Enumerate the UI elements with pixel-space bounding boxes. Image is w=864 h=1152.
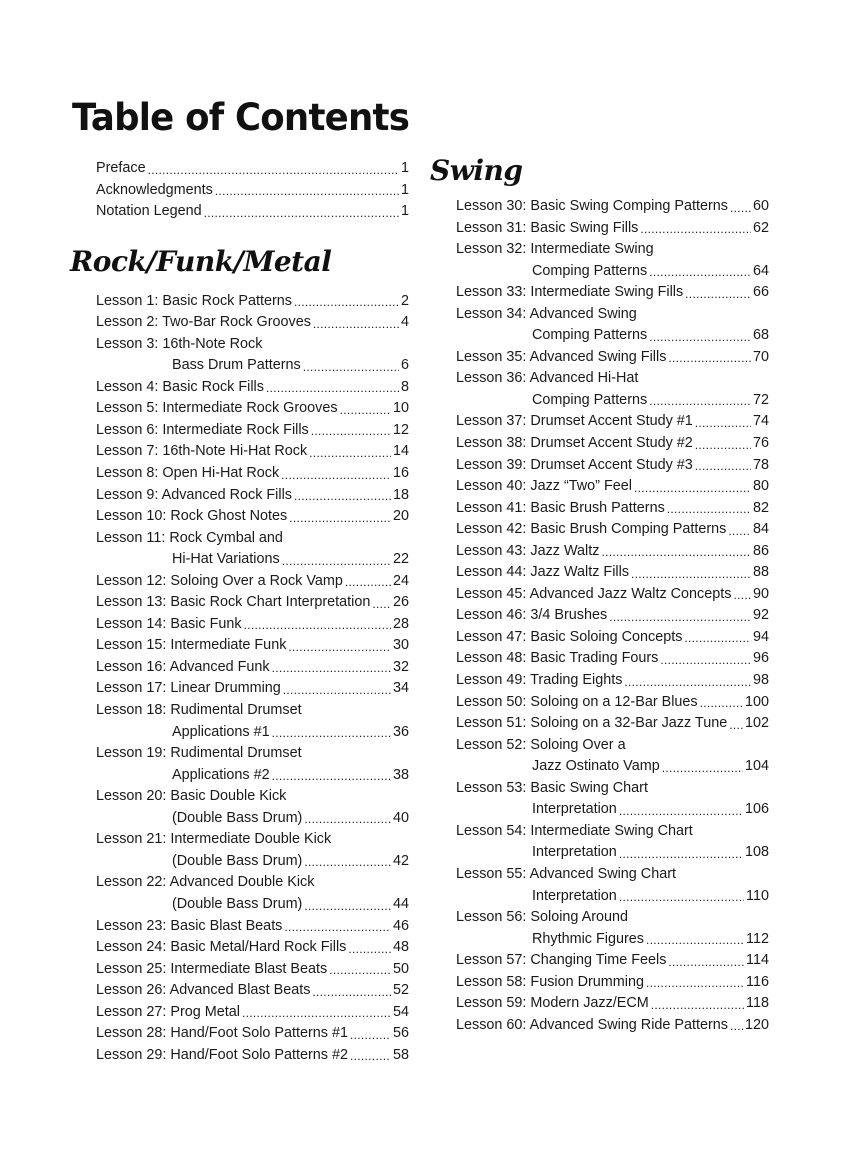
section-title-rock-funk-metal: Rock/Funk/Metal (70, 244, 332, 278)
entry-label: Lesson 35: Advanced Swing Fills (456, 348, 667, 365)
toc-entry[interactable] (456, 670, 769, 692)
dot-leader (619, 888, 744, 907)
page-number: 10 (392, 400, 409, 417)
entry-label-continuation: Jazz Ostinato Vamp (532, 758, 660, 775)
page-number: 8 (400, 378, 409, 395)
entry-label: Lesson 14: Basic Funk (96, 615, 242, 632)
toc-entry[interactable] (456, 218, 769, 240)
toc-entry[interactable] (96, 786, 409, 808)
page-number: 14 (392, 443, 409, 460)
dot-leader (668, 349, 751, 368)
entry-label: Lesson 19: Rudimental Drumset (96, 745, 302, 762)
dot-leader (272, 767, 391, 786)
entry-label-continuation: (Double Bass Drum) (172, 852, 303, 869)
toc-entry[interactable] (456, 282, 769, 304)
page-number: 50 (392, 960, 409, 977)
entry-label: Lesson 2: Two-Bar Rock Grooves (96, 314, 311, 331)
dot-leader (730, 1017, 743, 1036)
page-number: 22 (392, 551, 409, 568)
dot-leader (695, 414, 751, 433)
dot-leader (284, 918, 391, 937)
page-number: 104 (744, 758, 769, 775)
entry-label: Lesson 25: Intermediate Blast Beats (96, 960, 328, 977)
entry-label-continuation: Applications #1 (172, 723, 270, 740)
toc-entry[interactable] (456, 648, 769, 670)
toc-entry[interactable] (456, 950, 769, 972)
toc-entry[interactable] (96, 657, 409, 679)
page-number: 64 (752, 262, 769, 279)
entry-label: Lesson 34: Advanced Swing (456, 305, 637, 322)
toc-entry[interactable] (96, 635, 409, 657)
page-number: 72 (752, 391, 769, 408)
dot-leader (340, 401, 391, 420)
entry-label-continuation: (Double Bass Drum) (172, 895, 303, 912)
toc-entry-continuation[interactable] (96, 851, 409, 873)
dot-leader (619, 802, 743, 821)
entry-label: Notation Legend (96, 203, 202, 220)
entry-label: Lesson 53: Basic Swing Chart (456, 779, 648, 796)
page-number: 118 (746, 995, 769, 1012)
entry-label: Lesson 30: Basic Swing Comping Patterns (456, 198, 728, 214)
entry-label: Lesson 51: Soloing on a 32-Bar Jazz Tune (456, 715, 728, 732)
toc-entry[interactable] (96, 485, 409, 507)
page-number: 78 (752, 456, 769, 473)
dot-leader (631, 565, 751, 584)
page-number: 94 (752, 628, 769, 645)
toc-entry[interactable] (456, 692, 769, 714)
entry-label-continuation: Rhythmic Figures (532, 930, 644, 947)
toc-entry[interactable] (456, 433, 769, 455)
lesson-list (456, 196, 769, 1036)
dot-leader (668, 953, 744, 972)
toc-entry[interactable] (96, 334, 409, 356)
right-column (430, 154, 769, 1036)
page-number: 116 (746, 973, 769, 990)
toc-entry[interactable] (456, 541, 769, 563)
toc-entry[interactable] (96, 201, 409, 223)
toc-entry[interactable] (96, 180, 409, 202)
entry-label: Lesson 41: Basic Brush Patterns (456, 499, 665, 516)
page-number: 38 (392, 766, 409, 783)
page-number: 112 (746, 930, 769, 947)
toc-entry[interactable] (456, 605, 769, 627)
entry-label: Lesson 59: Modern Jazz/ECM (456, 995, 649, 1012)
dot-leader (649, 392, 751, 411)
entry-label: Lesson 1: Basic Rock Patterns (96, 292, 292, 309)
page-number: 30 (392, 637, 409, 654)
toc-entry[interactable] (456, 411, 769, 433)
dot-leader (662, 759, 743, 778)
dot-leader (624, 673, 751, 692)
toc-entry[interactable] (96, 959, 409, 981)
entry-label: Lesson 21: Intermediate Double Kick (96, 831, 332, 848)
toc-entry[interactable] (96, 571, 409, 593)
entry-label: Lesson 48: Basic Trading Fours (456, 650, 659, 667)
toc-entry[interactable] (456, 627, 769, 649)
toc-entry[interactable] (96, 937, 409, 959)
page-number: 120 (744, 1016, 769, 1033)
dot-leader (619, 845, 743, 864)
toc-entry[interactable] (456, 196, 769, 218)
entry-label-continuation: Interpretation (532, 844, 617, 861)
toc-entry[interactable] (456, 455, 769, 477)
dot-leader (729, 716, 743, 735)
entry-label: Lesson 32: Intermediate Swing (456, 241, 654, 258)
dot-leader (148, 161, 399, 180)
entry-label: Lesson 60: Advanced Swing Ride Patterns (456, 1016, 728, 1033)
page-number: 86 (752, 542, 769, 559)
page-number: 56 (392, 1025, 409, 1042)
dot-leader (350, 1026, 391, 1045)
page-number: 66 (752, 284, 769, 301)
dot-leader (329, 961, 391, 980)
entry-label: Lesson 13: Basic Rock Chart Interpretation (96, 594, 371, 611)
entry-label: Lesson 24: Basic Metal/Hard Rock Fills (96, 939, 347, 956)
entry-label: Lesson 11: Rock Cymbal and (96, 529, 283, 546)
toc-entry[interactable] (96, 463, 409, 485)
page-number: 106 (744, 801, 769, 818)
entry-label-continuation: Hi-Hat Variations (172, 551, 280, 568)
dot-leader (244, 616, 391, 635)
dot-leader (601, 543, 751, 562)
dot-leader (266, 379, 399, 398)
toc-entry-continuation[interactable] (456, 261, 769, 283)
toc-entry[interactable] (456, 498, 769, 520)
entry-label: Lesson 10: Rock Ghost Notes (96, 508, 288, 525)
left-column (70, 158, 409, 1066)
dot-leader (304, 897, 391, 916)
entry-label: Lesson 28: Hand/Foot Solo Patterns #1 (96, 1025, 348, 1042)
dot-leader (313, 315, 399, 334)
entry-label: Lesson 15: Intermediate Funk (96, 637, 287, 654)
dot-leader (700, 694, 743, 713)
toc-entry[interactable] (96, 592, 409, 614)
entry-label: Lesson 40: Jazz “Two” Feel (456, 478, 632, 495)
toc-entry[interactable] (96, 700, 409, 722)
entry-label-continuation: Comping Patterns (532, 327, 648, 344)
toc-entry-continuation[interactable] (456, 842, 769, 864)
entry-label: Lesson 31: Basic Swing Fills (456, 219, 639, 236)
page-number: 42 (392, 852, 409, 869)
entry-label-continuation: Bass Drum Patterns (172, 357, 301, 374)
dot-leader (311, 422, 391, 441)
dot-leader (350, 1047, 391, 1066)
toc-entry[interactable] (96, 441, 409, 463)
entry-label: Lesson 36: Advanced Hi-Hat (456, 370, 639, 387)
entry-label: Lesson 16: Advanced Funk (96, 658, 270, 675)
dot-leader (667, 500, 751, 519)
lesson-list (96, 291, 409, 1067)
page-number: 76 (752, 435, 769, 452)
dot-leader (609, 608, 751, 627)
dot-leader (289, 509, 391, 528)
entry-label: Lesson 49: Trading Eights (456, 672, 623, 689)
entry-label: Lesson 17: Linear Drumming (96, 680, 281, 697)
page-number: 1 (400, 181, 409, 198)
dot-leader (272, 659, 391, 678)
dot-leader (372, 595, 391, 614)
page-number: 32 (392, 658, 409, 675)
page-number: 68 (752, 327, 769, 344)
entry-label-continuation: Comping Patterns (532, 391, 648, 408)
toc-entry[interactable] (96, 1023, 409, 1045)
page-number: 108 (744, 844, 769, 861)
toc-entry[interactable] (456, 519, 769, 541)
entry-label: Lesson 8: Open Hi-Hat Rock (96, 465, 280, 482)
entry-label: Lesson 42: Basic Brush Comping Patterns (456, 521, 727, 538)
toc-entry[interactable] (456, 821, 769, 843)
dot-leader (728, 522, 751, 541)
toc-entry-continuation[interactable] (96, 549, 409, 571)
toc-entry[interactable] (456, 713, 769, 735)
toc-entry[interactable] (456, 562, 769, 584)
toc-entry[interactable] (456, 476, 769, 498)
dot-leader (242, 1004, 391, 1023)
toc-entry[interactable] (456, 584, 769, 606)
page-number: 1 (400, 203, 409, 220)
entry-label: Lesson 57: Changing Time Feels (456, 952, 667, 969)
dot-leader (634, 479, 751, 498)
dot-leader (345, 573, 391, 592)
page-number: 28 (392, 615, 409, 632)
entry-label-continuation: Applications #2 (172, 766, 270, 783)
entry-label: Lesson 20: Basic Double Kick (96, 788, 287, 805)
page-number: 110 (746, 887, 769, 904)
dot-leader (303, 358, 399, 377)
page-number: 4 (400, 314, 409, 331)
page-number: 20 (392, 508, 409, 525)
entry-label: Lesson 44: Jazz Waltz Fills (456, 564, 630, 581)
toc-entry[interactable] (96, 1002, 409, 1024)
page-number: 92 (752, 607, 769, 624)
page-number: 12 (392, 421, 409, 438)
entry-label: Lesson 56: Soloing Around (456, 909, 629, 926)
dot-leader (684, 629, 751, 648)
page-number: 96 (752, 650, 769, 667)
toc-entry[interactable] (456, 347, 769, 369)
entry-label: Lesson 26: Advanced Blast Beats (96, 982, 311, 999)
dot-leader (685, 285, 751, 304)
entry-label-continuation: Interpretation (532, 801, 617, 818)
page-number: 58 (392, 1046, 409, 1063)
entry-label-continuation: (Double Bass Drum) (172, 809, 303, 826)
toc-entry[interactable] (96, 506, 409, 528)
entry-label: Lesson 5: Intermediate Rock Grooves (96, 400, 338, 417)
dot-leader (649, 328, 751, 347)
toc-entry-continuation[interactable] (456, 886, 769, 908)
dot-leader (288, 638, 391, 657)
entry-label-continuation: Comping Patterns (532, 262, 648, 279)
page-number: 24 (392, 572, 409, 589)
dot-leader (304, 853, 391, 872)
dot-leader (660, 651, 751, 670)
toc-entry[interactable] (456, 778, 769, 800)
toc-entry[interactable] (96, 312, 409, 334)
page-number: 18 (392, 486, 409, 503)
toc-entry[interactable] (96, 916, 409, 938)
toc-entry-continuation[interactable] (456, 929, 769, 951)
toc-entry[interactable] (96, 980, 409, 1002)
page-number: 46 (392, 917, 409, 934)
entry-label: Lesson 33: Intermediate Swing Fills (456, 284, 684, 301)
dot-leader (282, 552, 391, 571)
dot-leader (281, 466, 391, 485)
toc-entry[interactable] (96, 377, 409, 399)
page-number: 80 (752, 478, 769, 495)
entry-label: Preface (96, 160, 146, 176)
dot-leader (651, 996, 744, 1015)
toc-entry[interactable] (456, 972, 769, 994)
page-number: 52 (392, 982, 409, 999)
page-number: 98 (752, 672, 769, 689)
dot-leader (294, 293, 399, 312)
entry-label: Lesson 39: Drumset Accent Study #3 (456, 456, 693, 473)
dot-leader (695, 457, 751, 476)
page-number: 90 (752, 585, 769, 602)
toc-entry-continuation[interactable] (96, 808, 409, 830)
page-number: 26 (392, 594, 409, 611)
entry-label: Lesson 9: Advanced Rock Fills (96, 486, 292, 503)
dot-leader (309, 444, 391, 463)
page-number: 48 (392, 939, 409, 956)
entry-label: Lesson 37: Drumset Accent Study #1 (456, 413, 693, 430)
toc-entry[interactable] (96, 528, 409, 550)
entry-label-continuation: Interpretation (532, 887, 617, 904)
entry-label: Lesson 55: Advanced Swing Chart (456, 865, 676, 882)
entry-label: Lesson 7: 16th-Note Hi-Hat Rock (96, 443, 308, 460)
page-number: 88 (752, 564, 769, 581)
page-number: 6 (400, 357, 409, 374)
page-number: 36 (392, 723, 409, 740)
entry-label: Lesson 58: Fusion Drumming (456, 973, 644, 990)
entry-label: Lesson 45: Advanced Jazz Waltz Concepts (456, 585, 732, 602)
dot-leader (283, 681, 391, 700)
page-title: Table of Contents (72, 96, 410, 139)
toc-entry[interactable] (456, 304, 769, 326)
page-number: 54 (392, 1003, 409, 1020)
page-number: 16 (392, 465, 409, 482)
page-number: 62 (752, 219, 769, 236)
toc-entry[interactable] (96, 829, 409, 851)
toc-entry[interactable] (456, 1015, 769, 1037)
toc-entry[interactable] (96, 614, 409, 636)
entry-label: Lesson 3: 16th-Note Rock (96, 335, 263, 352)
entry-label: Acknowledgments (96, 181, 213, 198)
entry-label: Lesson 27: Prog Metal (96, 1003, 240, 1020)
dot-leader (646, 974, 744, 993)
dot-leader (312, 983, 391, 1002)
entry-label: Lesson 4: Basic Rock Fills (96, 378, 264, 395)
dot-leader (294, 487, 391, 506)
dot-leader (733, 586, 751, 605)
page-number: 84 (752, 521, 769, 538)
page-number: 1 (400, 160, 409, 176)
section-title-swing: Swing (430, 154, 523, 187)
toc-entry-continuation[interactable] (456, 756, 769, 778)
entry-label: Lesson 6: Intermediate Rock Fills (96, 421, 309, 438)
page-number: 70 (752, 348, 769, 365)
entry-label: Lesson 46: 3/4 Brushes (456, 607, 608, 624)
entry-label: Lesson 23: Basic Blast Beats (96, 917, 283, 934)
toc-entry[interactable] (96, 291, 409, 313)
toc-entry-continuation[interactable] (456, 390, 769, 412)
page-number: 60 (752, 198, 769, 214)
dot-leader (640, 220, 751, 239)
entry-label: Lesson 50: Soloing on a 12-Bar Blues (456, 693, 698, 710)
dot-leader (204, 204, 399, 223)
entry-label: Lesson 29: Hand/Foot Solo Patterns #2 (96, 1046, 348, 1063)
toc-entry[interactable] (96, 872, 409, 894)
toc-entry-continuation[interactable] (96, 894, 409, 916)
entry-label: Lesson 52: Soloing Over a (456, 736, 626, 753)
toc-entry[interactable] (96, 743, 409, 765)
entry-label: Lesson 22: Advanced Double Kick (96, 874, 315, 891)
toc-entry-continuation[interactable] (96, 722, 409, 744)
toc-entry-continuation[interactable] (96, 355, 409, 377)
page-number: 40 (392, 809, 409, 826)
dot-leader (646, 931, 744, 950)
page-number: 102 (744, 715, 769, 732)
page-number: 2 (400, 292, 409, 309)
entry-label: Lesson 47: Basic Soloing Concepts (456, 628, 683, 645)
dot-leader (695, 436, 751, 455)
entry-label: Lesson 43: Jazz Waltz (456, 542, 600, 559)
page-number: 44 (392, 895, 409, 912)
dot-leader (649, 263, 751, 282)
dot-leader (304, 810, 391, 829)
page-number: 100 (744, 693, 769, 710)
toc-entry-continuation[interactable] (96, 765, 409, 787)
entry-label: Lesson 54: Intermediate Swing Chart (456, 822, 693, 839)
toc-entry[interactable] (96, 420, 409, 442)
toc-entry[interactable] (456, 907, 769, 929)
toc-entry-continuation[interactable] (456, 799, 769, 821)
entry-label: Lesson 38: Drumset Accent Study #2 (456, 435, 693, 452)
page-number: 82 (752, 499, 769, 516)
page-number: 74 (752, 413, 769, 430)
page-number: 114 (746, 952, 769, 969)
toc-entry[interactable] (96, 398, 409, 420)
toc-entry[interactable] (456, 993, 769, 1015)
entry-label: Lesson 12: Soloing Over a Rock Vamp (96, 572, 343, 589)
dot-leader (272, 724, 391, 743)
dot-leader (348, 940, 391, 959)
entry-label: Lesson 18: Rudimental Drumset (96, 702, 302, 719)
toc-entry-continuation[interactable] (456, 325, 769, 347)
dot-leader (730, 199, 751, 218)
dot-leader (215, 182, 399, 201)
toc-entry[interactable] (456, 239, 769, 261)
toc-entry[interactable] (456, 735, 769, 757)
toc-entry[interactable] (96, 158, 409, 180)
toc-entry[interactable] (96, 678, 409, 700)
page-number: 34 (392, 680, 409, 697)
toc-entry[interactable] (456, 864, 769, 886)
front-matter-list (96, 158, 409, 223)
toc-entry[interactable] (456, 368, 769, 390)
toc-entry[interactable] (96, 1045, 409, 1067)
